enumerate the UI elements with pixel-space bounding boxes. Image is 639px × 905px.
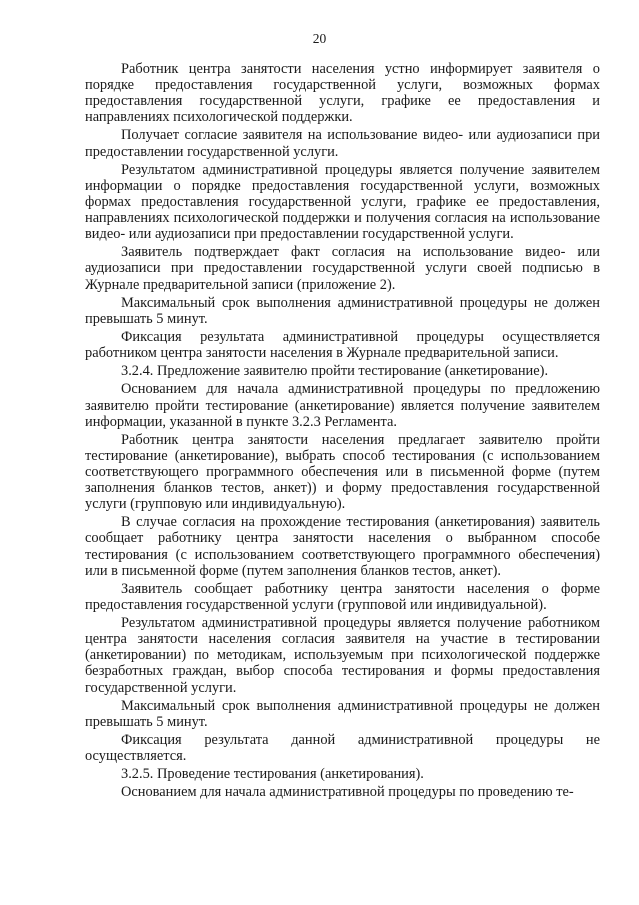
section-heading: 3.2.4. Предложение заявителю пройти тестирование (анкетирование). bbox=[121, 363, 549, 380]
page-number: 20 bbox=[312, 31, 327, 46]
paragraph: Основанием для начала административной процедуры по проведению те- bbox=[121, 784, 574, 801]
section-heading: 3.2.5. Проведение тестирования (анкетирования). bbox=[121, 766, 424, 783]
paragraph: В случае согласия на прохождение тестирования (анкетирования) заявитель сообщает работнику центра занятости населения о выбранном способе тестирования (с использованием соответствующего программного обеспечения) или в письменной форме (путем заполнения бланков тестов, анкет). bbox=[85, 514, 600, 579]
paragraph: Фиксация результата данной административной процедуры не осуществляется. bbox=[85, 731, 600, 765]
paragraph: Результатом административной процедуры является получение работником центра занятости населения согласия заявителя на участие в тестировании (анкетировании) по методикам, используемым при психологической поддержке безработных граждан, выбор способа тестирования и формы предоставления государственной услуги. bbox=[85, 615, 600, 696]
paragraph: Максимальный срок выполнения административной процедуры не должен превышать 5 минут. bbox=[85, 294, 600, 327]
paragraph: Заявитель подтверждает факт согласия на использование видео- или аудиозаписи при предоставлении государственной услуги своей подписью в Журнале предварительной записи (приложение 2). bbox=[85, 244, 600, 293]
document-body bbox=[85, 61, 600, 803]
paragraph: Результатом административной процедуры является получение заявителем информации о порядке предоставления государственной услуги, возможных формах предоставления государственной услуги, графике ее предоставления, направлениях психологической поддержки и получения согласия на использование видео- или аудиозаписи при предоставлении государственной услуги. bbox=[85, 161, 600, 243]
paragraph: Основанием для начала административной процедуры по предложению заявителю пройти тестирование (анкетирование) является получение заявителем информации, указанной в пункте 3.2.3 Регламента. bbox=[85, 381, 600, 430]
paragraph: Максимальный срок выполнения административной процедуры не должен превышать 5 минут. bbox=[85, 697, 600, 730]
paragraph: Заявитель сообщает работнику центра занятости населения о форме предоставления государственной услуги (групповой или индивидуальной). bbox=[85, 580, 600, 613]
paragraph: Фиксация результата административной процедуры осуществляется работником центра занятости населения в Журнале предварительной записи. bbox=[85, 328, 600, 362]
paragraph: Получает согласие заявителя на использование видео- или аудиозаписи при предоставлении государственной услуги. bbox=[85, 127, 600, 160]
paragraph: Работник центра занятости населения предлагает заявителю пройти тестирование (анкетирование), выбрать способ тестирования (с использованием соответствующего программного обеспечения или в письменной форме (путем заполнения бланков тестов, анкет)) и форму предоставления государственной услуги (групповую или индивидуальную). bbox=[85, 431, 600, 513]
paragraph: Работник центра занятости населения устно информирует заявителя о порядке предоставления государственной услуги, возможных формах предоставления государственной услуги, графике ее предоставления и направлениях психологической поддержки. bbox=[85, 61, 600, 126]
